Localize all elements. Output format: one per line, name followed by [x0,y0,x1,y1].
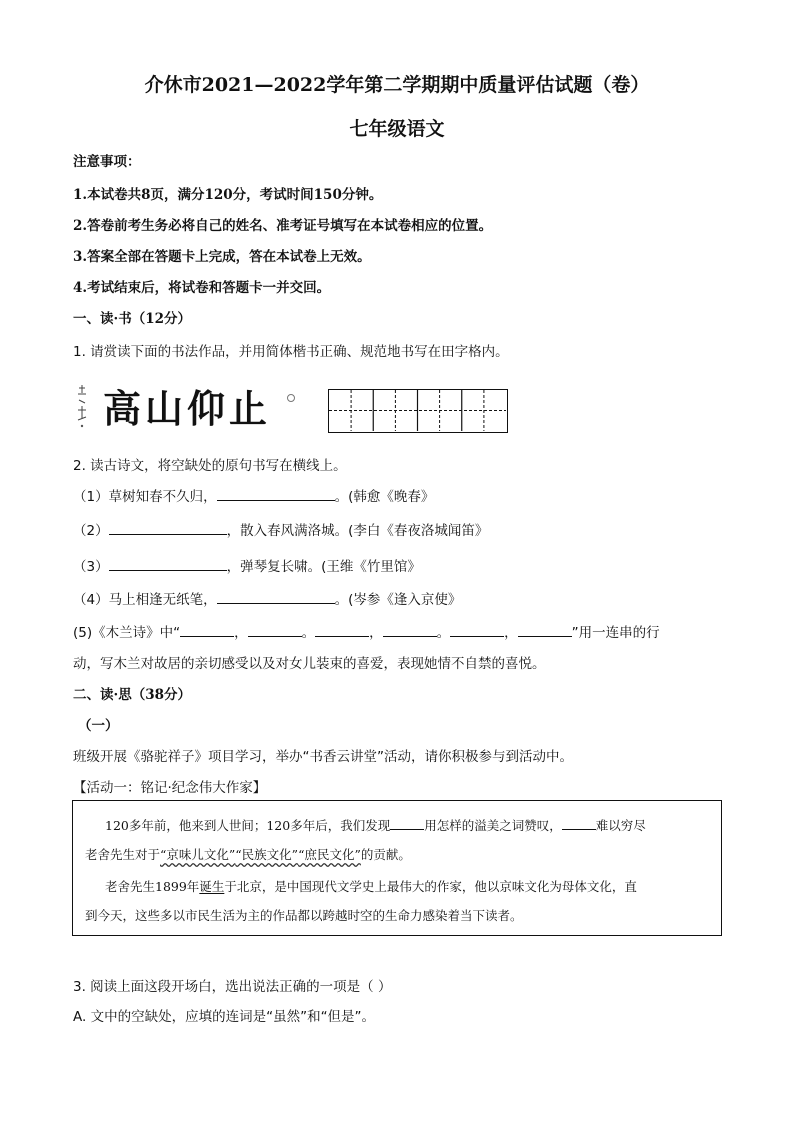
passage-line-3: 老舍先生1899年诞生于北京，是中国现代文学史上最伟大的作家，他以京味文化为母体文化，直 [105,879,637,894]
notice-heading: 注意事项： [73,154,141,170]
answer-blank[interactable] [109,556,227,571]
question-1: 1. 请赏读下面的书法作品，并用简体楷书正确、规范地书写在田字格内。 [73,344,509,360]
answer-blank[interactable] [217,486,335,501]
answer-blank[interactable] [315,622,369,637]
passage-blank-2[interactable] [562,816,596,830]
question-2-1: （1）草树知春不久归， 。(韩愈《晚春》 [73,485,434,505]
answer-blank[interactable] [217,589,335,604]
grid-lines [329,390,506,431]
answer-blank[interactable] [518,622,572,637]
question-2-2: （2） ，散入春风满洛城。(李白《春夜洛城闻笛》 [73,519,488,539]
notice-item-4: 4.考试结束后，将试卷和答题卡一并交回。 [73,280,331,296]
passage-line-4: 到今天，这些多以市民生活为主的作品都以跨越时空的生命力感染着当下读者。 [85,908,523,923]
answer-blank[interactable] [450,622,504,637]
question-2-5-cont: 动，写木兰对故居的亲切感受以及对女儿装束的喜爱，表现她情不自禁的喜悦。 [73,656,546,672]
section2-part: （一） [78,718,119,734]
notice-item-3: 3.答案全部在答题卡上完成，答在本试卷上无效。 [73,249,371,265]
writing-grid[interactable] [328,389,508,433]
calligraphy-artwork [73,380,303,436]
passage-blank-1[interactable] [390,816,424,830]
notice-item-2: 2.答卷前考生务必将自己的姓名、准考证号填写在本试卷相应的位置。 [73,218,493,234]
activity-intro: 班级开展《骆驼祥子》项目学习，举办“书香云讲堂”活动，请你积极参与到活动中。 [73,749,573,765]
question-3-option-a[interactable]: A. 文中的空缺处，应填的连词是“虽然”和“但是”。 [73,1009,376,1025]
question-2-5: (5)《木兰诗》中“ ， 。 ， 。 ， ”用一连串的行 [73,621,660,641]
section1-heading: 一、读·书（12分） [73,311,191,327]
exam-subtitle: 七年级语文 [349,118,445,140]
question-2-3: （3） ，弹琴复长啸。(王维《竹里馆》 [73,555,421,575]
passage-line-1: 120多年前，他来到人世间；120多年后，我们发现 用怎样的溢美之词赞叹， 难以穷尽 [105,818,646,833]
svg-text:高山仰止: 高山仰止 [103,386,272,431]
opening-passage-box [72,800,722,936]
notice-item-1: 1.本试卷共8页，满分120分，考试时间150分钟。 [73,187,383,203]
answer-blank[interactable] [248,622,302,637]
question-3: 3. 阅读上面这段开场白，选出说法正确的一项是（ ） [73,979,392,995]
answer-blank[interactable] [109,520,227,535]
answer-blank[interactable] [383,622,437,637]
answer-blank[interactable] [180,622,234,637]
exam-title: 介休市2021—2022学年第二学期期中质量评估试题（卷） [144,74,650,96]
passage-line-2: 老舍先生对于“京味儿文化”“民族文化”“庶民文化”的贡献。 [85,847,411,862]
question-2-4: （4）马上相逢无纸笔， 。(岑参《逢入京使》 [73,588,461,608]
section2-heading: 二、读·思（38分） [73,687,191,703]
activity-heading: 【活动一：铭记·纪念伟大作家】 [73,780,267,796]
question-2: 2. 读古诗文，将空缺处的原句书写在横线上。 [73,458,347,474]
